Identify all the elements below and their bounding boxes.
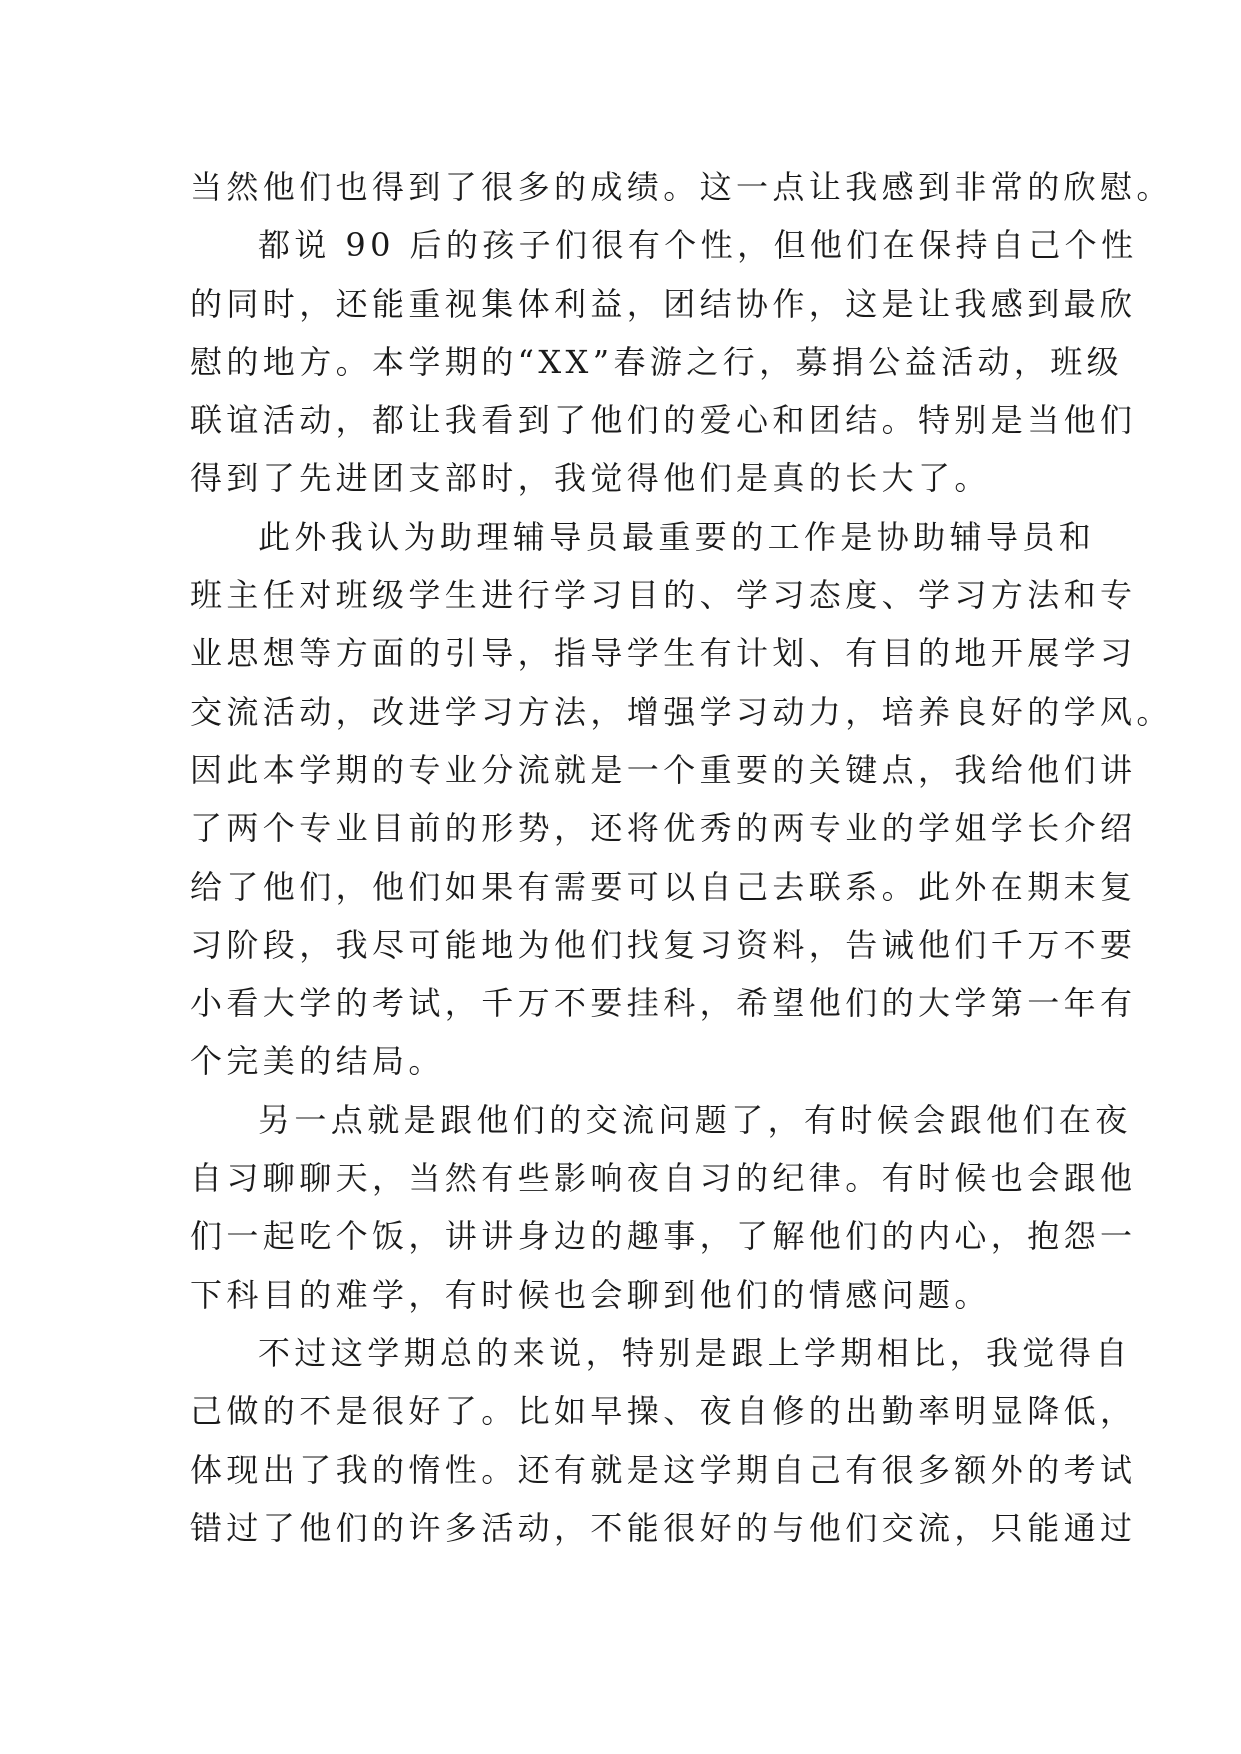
text-line: 错过了他们的许多活动，不能很好的与他们交流，只能通过: [190, 1508, 1137, 1547]
text-line: 己做的不是很好了。比如早操、夜自修的出勤率明显降低，: [190, 1392, 1137, 1431]
document-body: [190, 158, 1173, 1557]
text-line: 得到了先进团支部时，我觉得他们是真的长大了。: [190, 459, 991, 498]
paragraph-first-line: 都说 90 后的孩子们很有个性，但他们在保持自己个性: [258, 226, 1138, 265]
text-line: 小看大学的考试，千万不要挂科，希望他们的大学第一年有: [190, 984, 1137, 1023]
text-line: 班主任对班级学生进行学习目的、学习态度、学习方法和专: [190, 576, 1137, 615]
paragraph-first-line: 不过这学期总的来说，特别是跟上学期相比，我觉得自: [258, 1333, 1132, 1372]
text-line: 联谊活动，都让我看到了他们的爱心和团结。特别是当他们: [190, 401, 1137, 440]
text-line: 业思想等方面的引导，指导学生有计划、有目的地开展学习: [190, 634, 1137, 673]
text-line: 因此本学期的专业分流就是一个重要的关键点，我给他们讲: [190, 750, 1137, 789]
paragraph-first-line: 此外我认为助理辅导员最重要的工作是协助辅导员和: [258, 517, 1096, 556]
text-line: 自习聊聊天，当然有些影响夜自习的纪律。有时候也会跟他: [190, 1159, 1137, 1198]
text-line: 下科目的难学，有时候也会聊到他们的情感问题。: [190, 1275, 991, 1314]
text-line: 当然他们也得到了很多的成绩。这一点让我感到非常的欣慰。: [190, 168, 1173, 206]
text-line: 个完美的结局。: [190, 1042, 445, 1081]
text-line: 给了他们，他们如果有需要可以自己去联系。此外在期末复: [190, 867, 1137, 906]
text-line: 体现出了我的惰性。还有就是这学期自己有很多额外的考试: [190, 1450, 1137, 1489]
text-line: 慰的地方。本学期的“XX”春游之行，募捐公益活动，班级: [190, 342, 1124, 381]
text-line: 们一起吃个饭，讲讲身边的趣事，了解他们的内心，抱怨一: [190, 1217, 1137, 1256]
text-line: 习阶段，我尽可能地为他们找复习资料，告诫他们千万不要: [190, 925, 1137, 964]
paragraph-first-line: 另一点就是跟他们的交流问题了，有时候会跟他们在夜: [258, 1100, 1132, 1139]
text-line: 的同时，还能重视集体利益，团结协作，这是让我感到最欣: [190, 284, 1137, 323]
text-line: 交流活动，改进学习方法，增强学习动力，培养良好的学风。: [190, 692, 1173, 731]
text-line: 了两个专业目前的形势，还将优秀的两专业的学姐学长介绍: [190, 809, 1137, 848]
